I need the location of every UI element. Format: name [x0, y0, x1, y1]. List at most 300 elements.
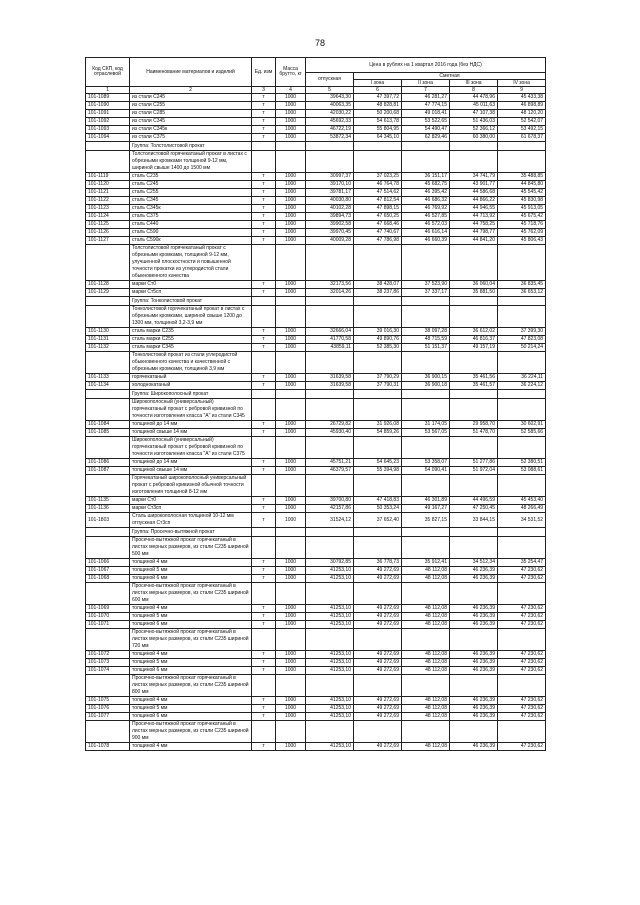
cell-empty [450, 437, 498, 459]
header-price: Цена в рублях на 1 квартал 2016 года (без НДС) [306, 58, 546, 73]
cell-unit: т [252, 118, 276, 126]
cell-unit: т [252, 467, 276, 475]
cell-mass: 1000 [276, 336, 306, 344]
cell-unit: т [252, 667, 276, 675]
cell-unit: т [252, 605, 276, 613]
cell-unit: т [252, 567, 276, 575]
cell-z2: 48 112,08 [402, 697, 450, 705]
cell-z3: 47 107,38 [450, 110, 498, 118]
cell-mass: 1000 [276, 281, 306, 289]
cell-z2: 46 616,14 [402, 229, 450, 237]
cell-z1: 37 790,31 [354, 382, 402, 390]
cell-z1: 47 397,72 [354, 94, 402, 102]
cell-mass: 1000 [276, 467, 306, 475]
cell-mass: 1000 [276, 181, 306, 189]
description-row [86, 352, 546, 374]
cell-z4: 47 823,08 [498, 336, 546, 344]
cell-z4: 37 399,30 [498, 328, 546, 336]
cell-unit: т [252, 429, 276, 437]
cell-z2: 46 660,39 [402, 237, 450, 245]
cell-unit: т [252, 559, 276, 567]
group-title: Группа: Толстолистовой прокат [130, 142, 252, 151]
cell-z4: 52 585,66 [498, 429, 546, 437]
cell-z1: 46 764,78 [354, 181, 402, 189]
cell-unit: т [252, 197, 276, 205]
cell-z2: 48 112,08 [402, 613, 450, 621]
cell-name: толщиной 4 мм [130, 697, 252, 705]
cell-release: 31639,58 [306, 382, 354, 390]
cell-code: 101-1072 [86, 651, 130, 659]
cell-empty [276, 390, 306, 399]
cell-code: 101-1136 [86, 505, 130, 513]
cell-unit: т [252, 575, 276, 583]
cell-z1: 49 890,76 [354, 336, 402, 344]
description-text: Тонколистовой горячекатаный прокат в листах с обрезными кромками, шириной свыше 1200 до 1300 мм, толщиной 3,2-3,9 мм [130, 306, 252, 328]
table-row [86, 281, 546, 289]
cell-z3: 44 758,25 [450, 221, 498, 229]
cell-z3: 35 461,57 [450, 382, 498, 390]
cell-name: из стали С285 [130, 110, 252, 118]
cell-empty [86, 399, 130, 421]
table-row [86, 667, 546, 675]
cell-empty [450, 306, 498, 328]
cell-z4: 35 254,47 [498, 559, 546, 567]
cell-release: 41253,10 [306, 575, 354, 583]
cell-empty [498, 151, 546, 173]
table-row [86, 197, 546, 205]
description-text: Просечно-вытяжной прокат горячекатаный в листах мерных размеров, из стали С235 шириной 600 мм [130, 583, 252, 605]
cell-empty [354, 142, 402, 151]
cell-code: 101-1092 [86, 118, 130, 126]
cell-unit: т [252, 102, 276, 110]
cell-name: Сталь широкополосная толщиной 10-12 мм отпускная Ст3сп [130, 513, 252, 528]
cell-empty [402, 629, 450, 651]
cell-z4: 47 230,62 [498, 713, 546, 721]
cell-unit: т [252, 173, 276, 181]
cell-empty [354, 151, 402, 173]
cell-empty [354, 306, 402, 328]
cell-mass: 1000 [276, 513, 306, 528]
cell-name: марки Ст0 [130, 281, 252, 289]
cell-empty [252, 352, 276, 374]
cell-unit: т [252, 743, 276, 751]
cell-z3: 35 881,50 [450, 289, 498, 297]
cell-empty [252, 306, 276, 328]
cell-mass: 1000 [276, 374, 306, 382]
cell-unit: т [252, 213, 276, 221]
cell-release: 41253,10 [306, 743, 354, 751]
cell-unit: т [252, 513, 276, 528]
cell-empty [276, 245, 306, 281]
cell-z1: 49 272,69 [354, 575, 402, 583]
cell-name: толщиной до 14 мм [130, 459, 252, 467]
cell-empty [402, 437, 450, 459]
cell-z2: 31 174,05 [402, 421, 450, 429]
cell-empty [498, 475, 546, 497]
cell-release: 39902,58 [306, 221, 354, 229]
cell-code: 101-1091 [86, 110, 130, 118]
cell-mass: 1000 [276, 229, 306, 237]
cell-z4: 44 845,80 [498, 181, 546, 189]
cell-release: 32173,56 [306, 281, 354, 289]
cell-name: сталь С245 [130, 181, 252, 189]
cell-z1: 55 804,95 [354, 126, 402, 134]
cell-unit: т [252, 110, 276, 118]
cell-empty [402, 721, 450, 743]
cell-empty [498, 583, 546, 605]
table-row [86, 102, 546, 110]
table-row [86, 181, 546, 189]
cell-z4: 35 488,85 [498, 173, 546, 181]
cell-z1: 52 385,30 [354, 344, 402, 352]
cell-name: сталь С345к [130, 205, 252, 213]
table-row [86, 497, 546, 505]
cell-release: 31524,12 [306, 513, 354, 528]
table-row [86, 126, 546, 134]
table-row [86, 344, 546, 352]
cell-mass: 1000 [276, 713, 306, 721]
table-row [86, 110, 546, 118]
cell-z1: 49 272,69 [354, 667, 402, 675]
cell-z3: 51 436,03 [450, 118, 498, 126]
cell-empty [354, 245, 402, 281]
cell-z3: 33 844,15 [450, 513, 498, 528]
cell-release: 32666,04 [306, 328, 354, 336]
cell-z3: 46 236,39 [450, 705, 498, 713]
cell-z3: 46 236,39 [450, 567, 498, 575]
cell-mass: 1000 [276, 221, 306, 229]
table-row [86, 567, 546, 575]
description-text: Широкополосный (универсальный) горячекатаный прокат с ребровой кривизной по точности изготовления класса "А" из стали С375 [130, 437, 252, 459]
cell-z2: 48 112,08 [402, 621, 450, 629]
cell-unit: т [252, 221, 276, 229]
cell-empty [402, 297, 450, 306]
cell-mass: 1000 [276, 173, 306, 181]
cell-z1: 54 859,26 [354, 429, 402, 437]
cell-name: толщиной 6 мм [130, 667, 252, 675]
cell-z1: 38 428,07 [354, 281, 402, 289]
cell-empty [86, 629, 130, 651]
cell-z1: 37 790,29 [354, 374, 402, 382]
cell-z1: 37 023,25 [354, 173, 402, 181]
cell-z2: 48 112,08 [402, 743, 450, 751]
cell-mass: 1000 [276, 613, 306, 621]
description-row [86, 537, 546, 559]
table-row [86, 429, 546, 437]
cell-empty [450, 151, 498, 173]
cell-name: толщиной 5 мм [130, 659, 252, 667]
cell-empty [450, 475, 498, 497]
cell-z3: 44 713,92 [450, 213, 498, 221]
cell-code: 101-1069 [86, 605, 130, 613]
cell-empty [450, 537, 498, 559]
cell-empty [498, 390, 546, 399]
cell-empty [354, 390, 402, 399]
cell-z2: 37 337,17 [402, 289, 450, 297]
description-row [86, 675, 546, 697]
cell-z4: 47 230,62 [498, 743, 546, 751]
table-row [86, 328, 546, 336]
cell-empty [354, 721, 402, 743]
cell-code: 101-1089 [86, 94, 130, 102]
cell-mass: 1000 [276, 382, 306, 390]
cell-z1: 47 668,46 [354, 221, 402, 229]
group-row [86, 297, 546, 306]
cell-z2: 48 112,08 [402, 575, 450, 583]
cell-z3: 46 236,39 [450, 651, 498, 659]
header-zone-3: III зона [450, 80, 498, 87]
cell-z2: 49 018,41 [402, 110, 450, 118]
cell-release: 43859,11 [306, 344, 354, 352]
cell-empty [402, 306, 450, 328]
cell-z2: 36 900,15 [402, 374, 450, 382]
cell-code: 101-1068 [86, 575, 130, 583]
cell-z2: 48 112,08 [402, 651, 450, 659]
cell-unit: т [252, 181, 276, 189]
cell-z3: 44 798,77 [450, 229, 498, 237]
cell-z2: 46 281,27 [402, 94, 450, 102]
cell-mass: 1000 [276, 94, 306, 102]
cell-z3: 46 236,39 [450, 659, 498, 667]
cell-mass: 1000 [276, 110, 306, 118]
cell-code: 101-1133 [86, 374, 130, 382]
table-row [86, 118, 546, 126]
cell-empty [86, 306, 130, 328]
cell-mass: 1000 [276, 697, 306, 705]
cell-z4: 36 835,45 [498, 281, 546, 289]
cell-z4: 36 224,12 [498, 382, 546, 390]
cell-code: 101-1094 [86, 134, 130, 142]
description-text: Толстолистовой горячекатаный прокат с обрезными кромками, толщиной 9-12 мм, улучшенной плоскостности и повышенной точности прокатки из углеродистой стали обыкновенного качества [130, 245, 252, 281]
table-row [86, 613, 546, 621]
cell-release: 41253,10 [306, 621, 354, 629]
cell-z2: 35 912,41 [402, 559, 450, 567]
table-row [86, 559, 546, 567]
cell-z2: 36 900,18 [402, 382, 450, 390]
cell-z3: 44 478,96 [450, 94, 498, 102]
cell-empty [252, 583, 276, 605]
cell-empty [306, 352, 354, 374]
description-text: Широкополосный (универсальный) горячекатаный прокат с ребровой кривизной по точности изготовления класса "А" из стали С345 [130, 399, 252, 421]
cell-z4: 45 913,05 [498, 205, 546, 213]
cell-z3: 36 060,04 [450, 281, 498, 289]
cell-empty [86, 475, 130, 497]
cell-z1: 47 898,15 [354, 205, 402, 213]
cell-mass: 1000 [276, 328, 306, 336]
cell-name: сталь С590 [130, 229, 252, 237]
cell-mass: 1000 [276, 651, 306, 659]
cell-release: 41253,10 [306, 713, 354, 721]
header-unit: Ед. изм [252, 58, 276, 87]
cell-z2: 53 358,07 [402, 459, 450, 467]
cell-name: толщиной 4 мм [130, 605, 252, 613]
cell-z3: 29 958,70 [450, 421, 498, 429]
cell-mass: 1000 [276, 205, 306, 213]
description-text: Тонколистовой прокат из стали углеродистой обыкновенного качества и качественной с обрезными кромками, толщиной 3,9 мм [130, 352, 252, 374]
cell-empty [450, 390, 498, 399]
cell-empty [276, 475, 306, 497]
cell-release: 45692,33 [306, 118, 354, 126]
cell-unit: т [252, 229, 276, 237]
cell-z2: 47 774,15 [402, 102, 450, 110]
cell-z1: 50 353,24 [354, 505, 402, 513]
header-estimate: Сметная [354, 73, 546, 80]
cell-release: 39700,80 [306, 497, 354, 505]
description-text: Толстолистовой горячекатаный прокат в листах с обрезными кромками толщиной 9-12 мм, шириной свыше 1400 до 1500 мм [130, 151, 252, 173]
cell-empty [306, 721, 354, 743]
cell-release: 41253,10 [306, 667, 354, 675]
cell-release: 39170,10 [306, 181, 354, 189]
cell-empty [450, 528, 498, 537]
cell-empty [402, 142, 450, 151]
cell-z2: 54 490,47 [402, 126, 450, 134]
cell-release: 41770,58 [306, 336, 354, 344]
cell-unit: т [252, 651, 276, 659]
cell-release: 40030,80 [306, 197, 354, 205]
cell-z4: 48 120,20 [498, 110, 546, 118]
cell-empty [402, 537, 450, 559]
cell-unit: т [252, 336, 276, 344]
cell-unit: т [252, 205, 276, 213]
cell-unit: т [252, 382, 276, 390]
cell-name: толщиной свыше 14 мм [130, 467, 252, 475]
cell-z2: 53 567,05 [402, 429, 450, 437]
table-row [86, 513, 546, 528]
cell-release: 30997,37 [306, 173, 354, 181]
table-row [86, 651, 546, 659]
cell-release: 41253,10 [306, 697, 354, 705]
cell-empty [402, 475, 450, 497]
cell-empty [252, 675, 276, 697]
cell-name: сталь С235 [130, 173, 252, 181]
cell-unit: т [252, 237, 276, 245]
cell-code: 101-1121 [86, 189, 130, 197]
description-row [86, 151, 546, 173]
cell-release: 41253,10 [306, 651, 354, 659]
cell-name: сталь С375 [130, 213, 252, 221]
cell-z2: 48 715,59 [402, 336, 450, 344]
cell-code: 101-1125 [86, 221, 130, 229]
cell-z1: 38 237,86 [354, 289, 402, 297]
table-row [86, 467, 546, 475]
cell-empty [86, 297, 130, 306]
cell-z4: 46 898,89 [498, 102, 546, 110]
cell-z3: 46 236,39 [450, 743, 498, 751]
cell-z2: 46 769,92 [402, 205, 450, 213]
cell-z3: 47 250,45 [450, 505, 498, 513]
cell-empty [498, 629, 546, 651]
group-title: Группа: Просечно-вытяжной прокат [130, 528, 252, 537]
description-row [86, 583, 546, 605]
cell-z3: 46 236,39 [450, 667, 498, 675]
cell-z3: 45 011,63 [450, 102, 498, 110]
cell-empty [252, 629, 276, 651]
cell-code: 101-1124 [86, 213, 130, 221]
table-body [86, 94, 546, 751]
cell-unit: т [252, 505, 276, 513]
group-row [86, 142, 546, 151]
cell-z3: 51 277,86 [450, 459, 498, 467]
cell-code: 101-1803 [86, 513, 130, 528]
table-header [86, 58, 546, 94]
cell-release: 42157,86 [306, 505, 354, 513]
cell-z3: 46 816,37 [450, 336, 498, 344]
cell-z2: 62 829,46 [402, 134, 450, 142]
cell-empty [306, 297, 354, 306]
cell-z1: 37 652,40 [354, 513, 402, 528]
cell-unit: т [252, 374, 276, 382]
cell-release: 40009,28 [306, 237, 354, 245]
cell-z1: 49 272,69 [354, 651, 402, 659]
cell-name: сталь С255 [130, 189, 252, 197]
cell-name: из стали С255 [130, 102, 252, 110]
cell-release: 41253,10 [306, 567, 354, 575]
cell-z3: 44 586,68 [450, 189, 498, 197]
cell-z2: 45 682,75 [402, 181, 450, 189]
cell-empty [498, 399, 546, 421]
cell-code: 101-1122 [86, 197, 130, 205]
cell-empty [86, 142, 130, 151]
cell-code: 101-1070 [86, 613, 130, 621]
cell-z3: 46 236,39 [450, 621, 498, 629]
cell-empty [354, 437, 402, 459]
cell-mass: 1000 [276, 605, 306, 613]
cell-empty [252, 537, 276, 559]
table-row [86, 94, 546, 102]
cell-z4: 52 380,51 [498, 459, 546, 467]
cell-name: из стали С245 [130, 94, 252, 102]
cell-mass: 1000 [276, 659, 306, 667]
header-release: отпускная [306, 73, 354, 87]
cell-name: толщиной 4 мм [130, 743, 252, 751]
cell-z2: 38 097,28 [402, 328, 450, 336]
cell-release: 45930,40 [306, 429, 354, 437]
group-row [86, 390, 546, 399]
cell-release: 39781,17 [306, 189, 354, 197]
table-row [86, 743, 546, 751]
header-zone-4: IV зона [498, 80, 546, 87]
cell-z2: 53 522,65 [402, 118, 450, 126]
cell-unit: т [252, 344, 276, 352]
cell-name: холоднокатаный [130, 382, 252, 390]
cell-empty [276, 537, 306, 559]
description-row [86, 306, 546, 328]
cell-empty [354, 675, 402, 697]
cell-release: 39970,45 [306, 229, 354, 237]
cell-z2: 46 572,03 [402, 221, 450, 229]
cell-z4: 50 214,24 [498, 344, 546, 352]
cell-z2: 35 827,15 [402, 513, 450, 528]
cell-name: марки Ст5сп [130, 289, 252, 297]
cell-empty [306, 528, 354, 537]
cell-z2: 51 151,37 [402, 344, 450, 352]
cell-empty [354, 629, 402, 651]
cell-empty [86, 675, 130, 697]
page-number: 78 [314, 38, 325, 48]
cell-unit: т [252, 705, 276, 713]
column-numbers-row: 1 2 3 4 5 6 7 8 9 [86, 87, 546, 94]
cell-empty [252, 528, 276, 537]
description-row [86, 721, 546, 743]
cell-z1: 48 828,81 [354, 102, 402, 110]
cell-mass: 1000 [276, 667, 306, 675]
cell-empty [498, 142, 546, 151]
cell-z4: 47 230,62 [498, 705, 546, 713]
cell-empty [306, 142, 354, 151]
cell-z1: 49 272,69 [354, 697, 402, 705]
cell-name: марки Ст3сп [130, 505, 252, 513]
cell-empty [498, 528, 546, 537]
